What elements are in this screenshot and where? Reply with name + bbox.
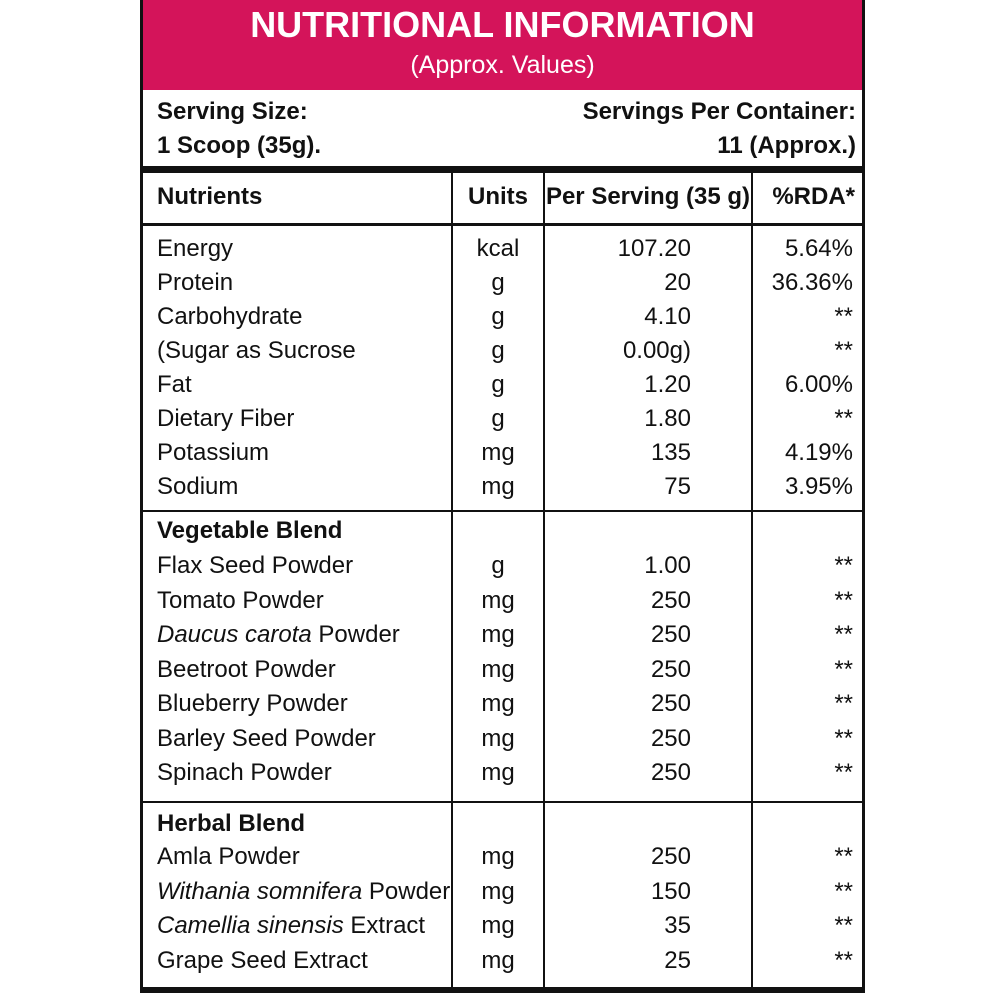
table-row	[143, 843, 862, 877]
nutrient-name	[157, 621, 400, 649]
table-row	[143, 552, 862, 586]
col-per-serving: Per Serving (35 g)	[545, 183, 751, 210]
nutrient-unit: g	[491, 371, 505, 398]
section-divider	[143, 801, 862, 803]
nutrient-unit: mg	[481, 759, 515, 786]
nutrient-value: 25	[664, 946, 691, 974]
nutrient-name: Carbohydrate	[157, 303, 303, 330]
table-row	[143, 473, 862, 507]
nutrient-name: Fat	[157, 371, 192, 398]
nutrient-value: 250	[650, 724, 691, 752]
table-row	[143, 587, 862, 621]
column-header-row	[143, 173, 862, 226]
nutrient-value: 107.20	[617, 235, 691, 262]
table-row	[143, 303, 862, 337]
table-row	[143, 621, 862, 655]
nutrient-unit: mg	[481, 877, 515, 905]
nutrient-rda: **	[834, 843, 853, 870]
nutrient-rda: **	[834, 405, 853, 432]
nutrient-rda: **	[834, 621, 853, 648]
nutrient-name-italic: Withania somnifera	[157, 877, 363, 905]
nutrient-unit: mg	[481, 439, 515, 466]
table-row	[143, 759, 862, 793]
nutrient-rda: **	[834, 552, 853, 579]
nutrient-name-italic: Camellia sinensis	[157, 912, 344, 939]
nutrient-value: 135	[650, 439, 691, 466]
serving-size-label: Serving Size:	[157, 98, 308, 125]
nutrient-value: 75	[664, 473, 691, 500]
nutrient-value: 250	[650, 655, 691, 683]
nutrient-name-italic: Daucus carota	[157, 621, 312, 648]
table-row	[143, 371, 862, 405]
nutrition-label	[140, 0, 865, 993]
nutrient-name: Sodium	[157, 473, 239, 500]
nutrient-unit: mg	[481, 843, 515, 870]
nutrient-rda: **	[834, 655, 853, 683]
nutrient-rda: **	[834, 690, 853, 717]
nutrient-value: 250	[650, 621, 691, 648]
nutrient-unit: mg	[481, 724, 515, 752]
nutrient-rda: **	[834, 759, 853, 786]
table-row	[143, 269, 862, 303]
nutrient-name: Protein	[157, 269, 234, 296]
nutrient-name: Blueberry Powder	[157, 690, 348, 717]
nutrient-value: 35	[664, 912, 691, 939]
col-units: Units	[468, 183, 528, 210]
nutrient-value: 250	[650, 586, 691, 614]
nutrient-value: 1.80	[644, 405, 691, 432]
nutrient-rda: 3.95%	[784, 473, 853, 500]
nutrient-value: 150	[650, 877, 691, 905]
table-row	[143, 912, 862, 946]
nutrient-rda: 6.00%	[784, 371, 853, 398]
serving-info	[143, 90, 862, 173]
nutrient-name: Tomato Powder	[157, 586, 324, 614]
nutrient-unit: mg	[481, 912, 515, 939]
nutrient-unit: g	[491, 303, 505, 330]
nutrient-rda: 4.19%	[784, 439, 853, 466]
nutrient-value: 20	[664, 269, 691, 296]
label-subtitle: (Approx. Values)	[410, 51, 595, 79]
table-row	[143, 725, 862, 759]
nutrient-name: Energy	[157, 235, 234, 262]
nutrient-value: 250	[650, 690, 691, 717]
serving-size-value: 1 Scoop (35g).	[157, 132, 322, 159]
nutrient-value: 250	[650, 759, 691, 786]
nutrient-name: Spinach Powder	[157, 759, 332, 786]
nutrient-unit: mg	[481, 655, 515, 683]
nutrient-value: 1.00	[644, 552, 691, 579]
col-rda: %RDA*	[772, 183, 855, 210]
nutrient-rda: **	[834, 586, 853, 614]
table-row	[143, 337, 862, 371]
nutrient-name: (Sugar as Sucrose	[157, 337, 356, 364]
nutrient-value: 250	[650, 843, 691, 870]
nutrient-name: Beetroot Powder	[157, 655, 336, 683]
nutrient-name-rest: Powder	[362, 877, 451, 905]
table-row	[143, 405, 862, 439]
table-row	[143, 439, 862, 473]
nutrient-unit: g	[491, 405, 505, 432]
nutrient-name: Dietary Fiber	[157, 405, 295, 432]
nutrient-name: Potassium	[157, 439, 270, 466]
label-header	[143, 0, 862, 90]
table-row	[143, 656, 862, 690]
nutrient-unit: g	[491, 269, 505, 296]
nutrient-name: Grape Seed Extract	[157, 946, 368, 974]
nutrient-rda: **	[834, 946, 853, 974]
table-row	[143, 947, 862, 981]
nutrient-name: Flax Seed Powder	[157, 552, 354, 579]
col-nutrients: Nutrients	[157, 183, 263, 210]
nutrient-unit: mg	[481, 690, 515, 717]
nutrient-rda: **	[834, 337, 853, 364]
nutrient-rda: **	[834, 877, 853, 905]
nutrient-unit: mg	[481, 586, 515, 614]
nutrient-unit: mg	[481, 621, 515, 648]
nutrient-name: Amla Powder	[157, 843, 300, 870]
nutrient-value: 1.20	[644, 371, 691, 398]
nutrient-name-rest: Powder	[311, 621, 400, 648]
vegetable-blend-title: Vegetable Blend	[157, 517, 343, 544]
nutrient-name: Barley Seed Powder	[157, 724, 376, 752]
table-row	[143, 878, 862, 912]
nutrient-name-rest: Extract	[343, 912, 426, 939]
nutrient-rda: **	[834, 912, 853, 939]
nutrient-unit: kcal	[476, 235, 520, 262]
nutrient-name	[157, 878, 450, 906]
nutrient-rda: **	[834, 724, 853, 752]
nutrient-unit: g	[491, 337, 505, 364]
nutrient-rda: **	[834, 303, 853, 330]
nutrient-value: 0.00g)	[622, 337, 691, 364]
label-title: NUTRITIONAL INFORMATION	[250, 4, 755, 45]
servings-per-container-label: Servings Per Container:	[582, 98, 856, 125]
nutrient-name	[157, 912, 425, 940]
nutrient-unit: g	[491, 552, 505, 579]
servings-per-container-value: 11 (Approx.)	[717, 132, 856, 159]
nutrient-unit: mg	[481, 473, 515, 500]
herbal-blend-title: Herbal Blend	[157, 810, 306, 837]
nutrient-rda: 36.36%	[771, 269, 853, 296]
nutrient-unit: mg	[481, 946, 515, 974]
section-divider	[143, 510, 862, 512]
table-row	[143, 235, 862, 269]
nutrient-value: 4.10	[644, 303, 691, 330]
nutrient-rda: 5.64%	[784, 235, 853, 262]
table-row	[143, 690, 862, 724]
